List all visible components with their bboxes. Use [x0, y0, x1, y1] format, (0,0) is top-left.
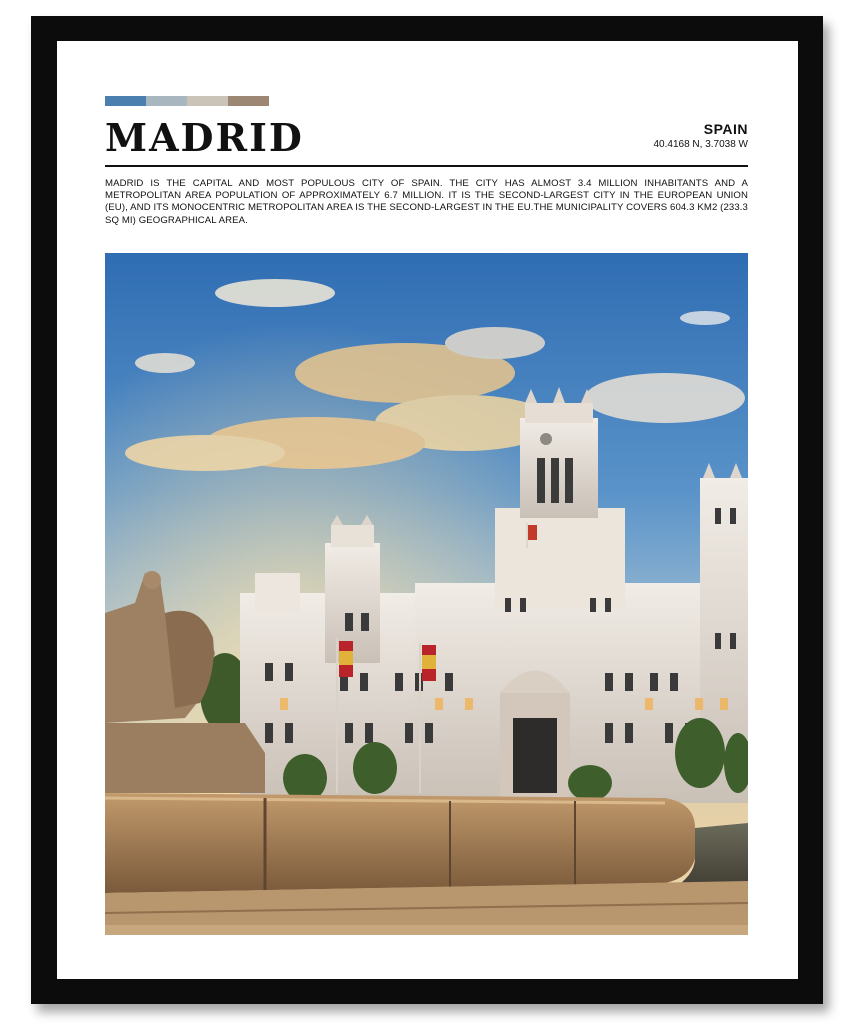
palette-swatch	[105, 96, 146, 106]
country-label: SPAIN	[703, 121, 748, 137]
coordinates-label: 40.4168 N, 3.7038 W	[653, 139, 748, 150]
city-title: MADRID	[105, 115, 304, 160]
palette-swatch	[228, 96, 269, 106]
palette-swatch	[146, 96, 187, 106]
divider	[105, 165, 748, 167]
city-photo	[105, 253, 748, 935]
city-description: MADRID IS THE CAPITAL AND MOST POPULOUS CITY OF SPAIN. THE CITY HAS ALMOST 3.4 MILLION INHABITANTS AND A METROPOLITAN AREA POPULATION OF APPROXIMATELY 6.7 MILLION. IT IS THE SECOND-LARGEST CITY IN THE EUROPEAN UNION (EU), AND ITS MONOCENTRIC METROPOLITAN AREA IS THE SECOND-LARGEST IN THE EU.THE MUNICIPALITY COVERS 604.3 KM2 (233.3 SQ MI) GEOGRAPHICAL AREA.	[105, 178, 748, 226]
color-palette	[105, 96, 269, 106]
palette-swatch	[187, 96, 228, 106]
